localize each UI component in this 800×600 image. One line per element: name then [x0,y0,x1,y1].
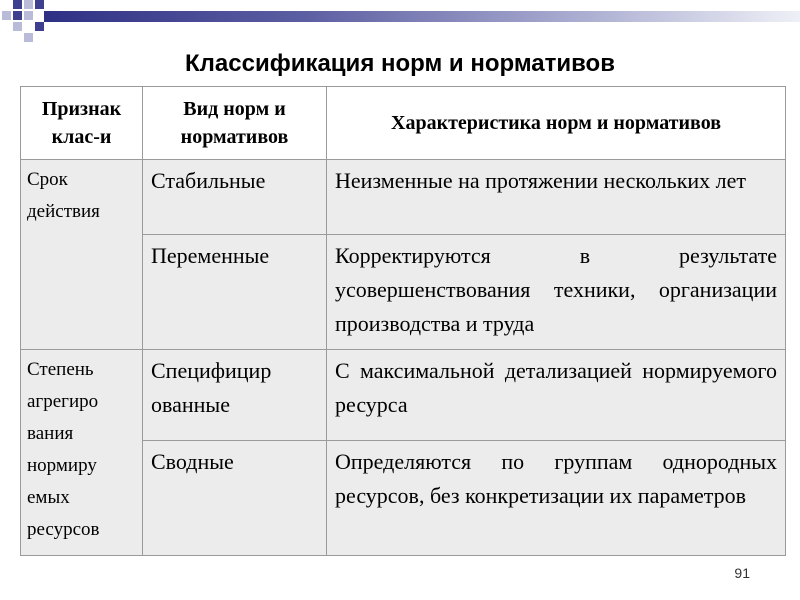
decor-square [35,22,44,31]
sign-cell: Срок действия [21,160,143,350]
sign-cell: Степень агрегиро вания нормиру емых ресурсов [21,350,143,556]
description-cell: Корректируются в результате усовершенствования техники, организации производства и труда [327,235,786,350]
decor-square [13,0,22,9]
table-row [21,160,786,235]
description-cell: Определяются по группам однородных ресурсов, без конкретизации их параметров [327,441,786,556]
header-gradient-bar [44,11,800,22]
decor-square [24,11,33,20]
type-cell: Стабильные [143,160,327,235]
type-cell: Сводные [143,441,327,556]
header-sign: Признак клас-и [21,87,143,160]
decor-square [24,0,33,9]
classification-table [20,86,786,556]
type-cell: Переменные [143,235,327,350]
description-cell: Неизменные на протяжении нескольких лет [327,160,786,235]
decor-square [2,11,11,20]
description-cell: С максимальной детализацией нормируемого ресурса [327,350,786,441]
table-row [21,350,786,441]
decor-square [35,0,44,9]
slide-title: Классификация норм и нормативов [185,50,615,77]
page-number: 91 [734,565,750,581]
header-description: Характеристика норм и нормативов [327,87,786,160]
header-type: Вид норм и нормативов [143,87,327,160]
decor-square [13,22,22,31]
decor-square [24,33,33,42]
decor-square [13,11,22,20]
type-cell: Специфицир ованные [143,350,327,441]
